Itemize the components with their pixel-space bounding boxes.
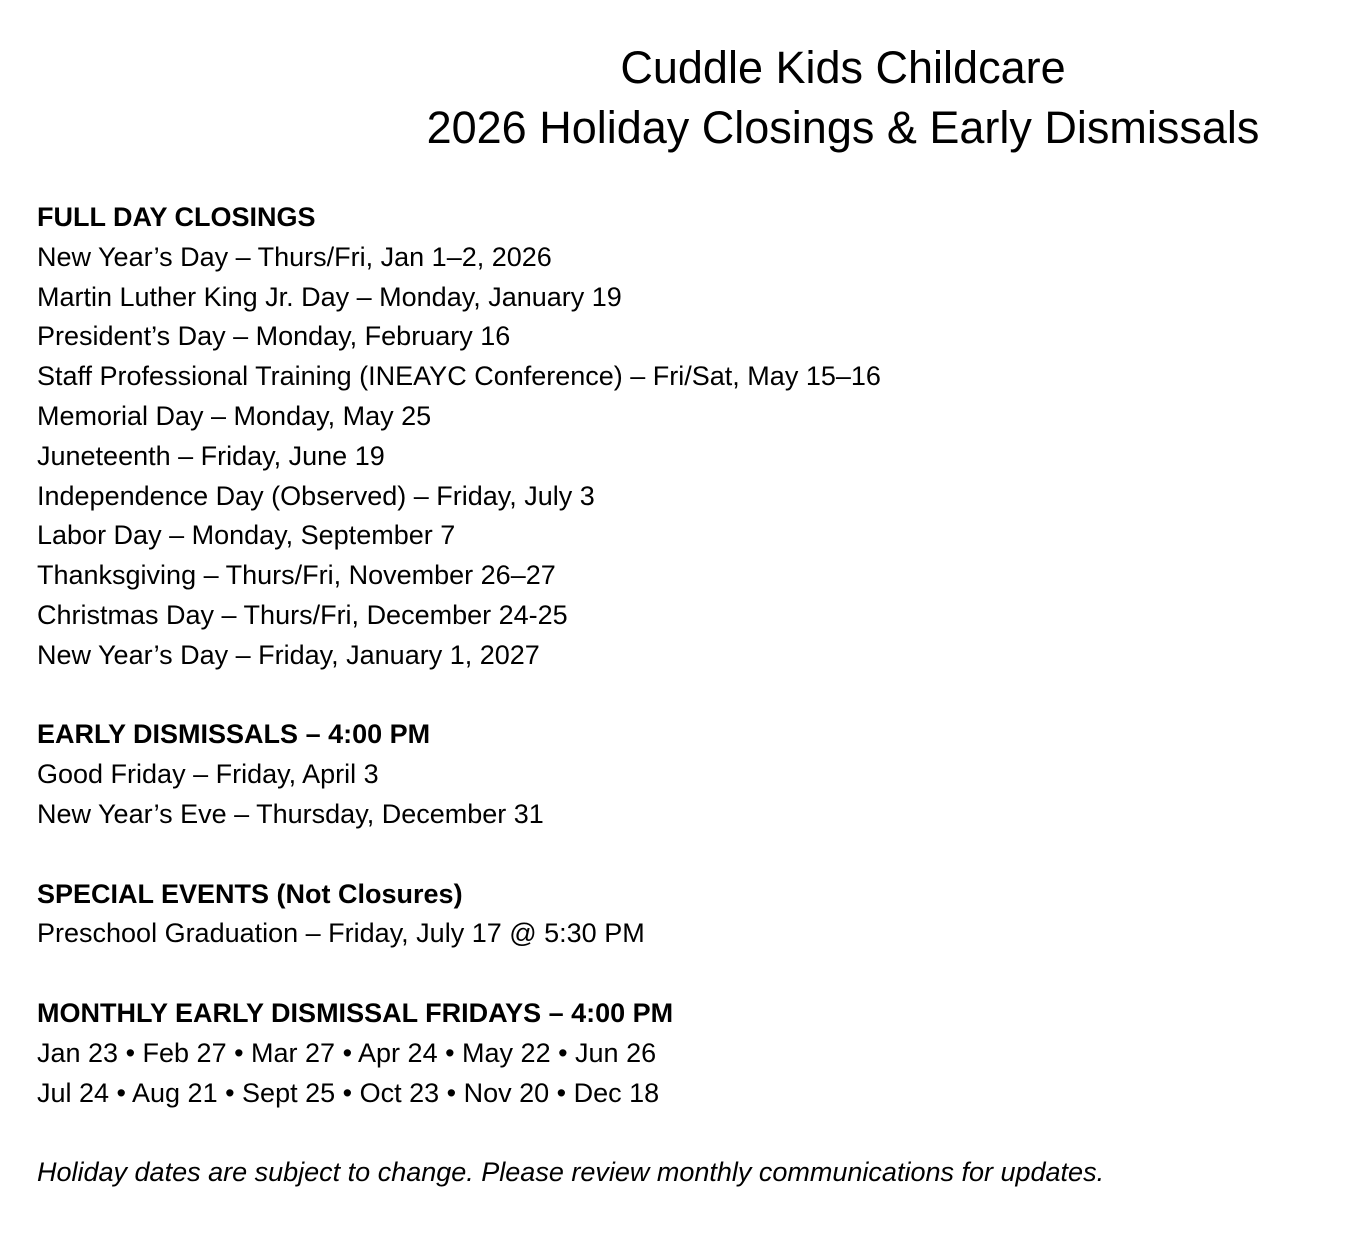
section-spacer: [37, 954, 1327, 994]
section-heading: FULL DAY CLOSINGS: [37, 202, 316, 232]
list-item: Staff Professional Training (INEAYC Conference) – Fri/Sat, May 15–16: [37, 361, 881, 392]
list-item: President’s Day – Monday, February 16: [37, 321, 511, 352]
list-item: Preschool Graduation – Friday, July 17 @ 5:30 PM: [37, 918, 645, 949]
list-item: Jan 23 • Feb 27 • Mar 27 • Apr 24 • May 22 • Jun 26: [37, 1037, 657, 1068]
section-heading: EARLY DISMISSALS – 4:00 PM: [37, 719, 431, 750]
section-heading: SPECIAL EVENTS (Not Closures): [37, 878, 463, 909]
section-heading: MONTHLY EARLY DISMISSAL FRIDAYS – 4:00 PM: [37, 997, 674, 1028]
special-events-section: [37, 875, 1327, 955]
list-item: Martin Luther King Jr. Day – Monday, January 19: [37, 281, 622, 312]
list-item: Independence Day (Observed) – Friday, July 3: [37, 480, 595, 511]
list-item: New Year’s Eve – Thursday, December 31: [37, 798, 544, 829]
section-spacer: [37, 835, 1327, 875]
list-item: Juneteenth – Friday, June 19: [37, 440, 385, 471]
page-title: 2026 Holiday Closings & Early Dismissals: [426, 102, 1260, 153]
list-item: Good Friday – Friday, April 3: [37, 759, 379, 790]
document-body: [37, 198, 1327, 1193]
list-item: Christmas Day – Thurs/Fri, December 24-25: [37, 599, 568, 630]
list-item: Labor Day – Monday, September 7: [37, 520, 456, 551]
full-day-closings-section: [37, 198, 1327, 676]
org-name: Cuddle Kids Childcare: [620, 42, 1066, 93]
document-header: [330, 38, 1356, 158]
footer-note: Holiday dates are subject to change. Please review monthly communications for updates.: [37, 1157, 1105, 1188]
section-spacer: [37, 1113, 1327, 1153]
list-item: Memorial Day – Monday, May 25: [37, 400, 432, 431]
monthly-early-dismissal-section: [37, 994, 1327, 1113]
section-spacer: [37, 676, 1327, 716]
list-item: New Year’s Day – Friday, January 1, 2027: [37, 639, 540, 670]
list-item: Thanksgiving – Thurs/Fri, November 26–27: [37, 560, 556, 591]
list-item: Jul 24 • Aug 21 • Sept 25 • Oct 23 • Nov 20 • Dec 18: [37, 1077, 660, 1108]
list-item: New Year’s Day – Thurs/Fri, Jan 1–2, 2026: [37, 241, 552, 272]
early-dismissals-section: [37, 715, 1327, 834]
